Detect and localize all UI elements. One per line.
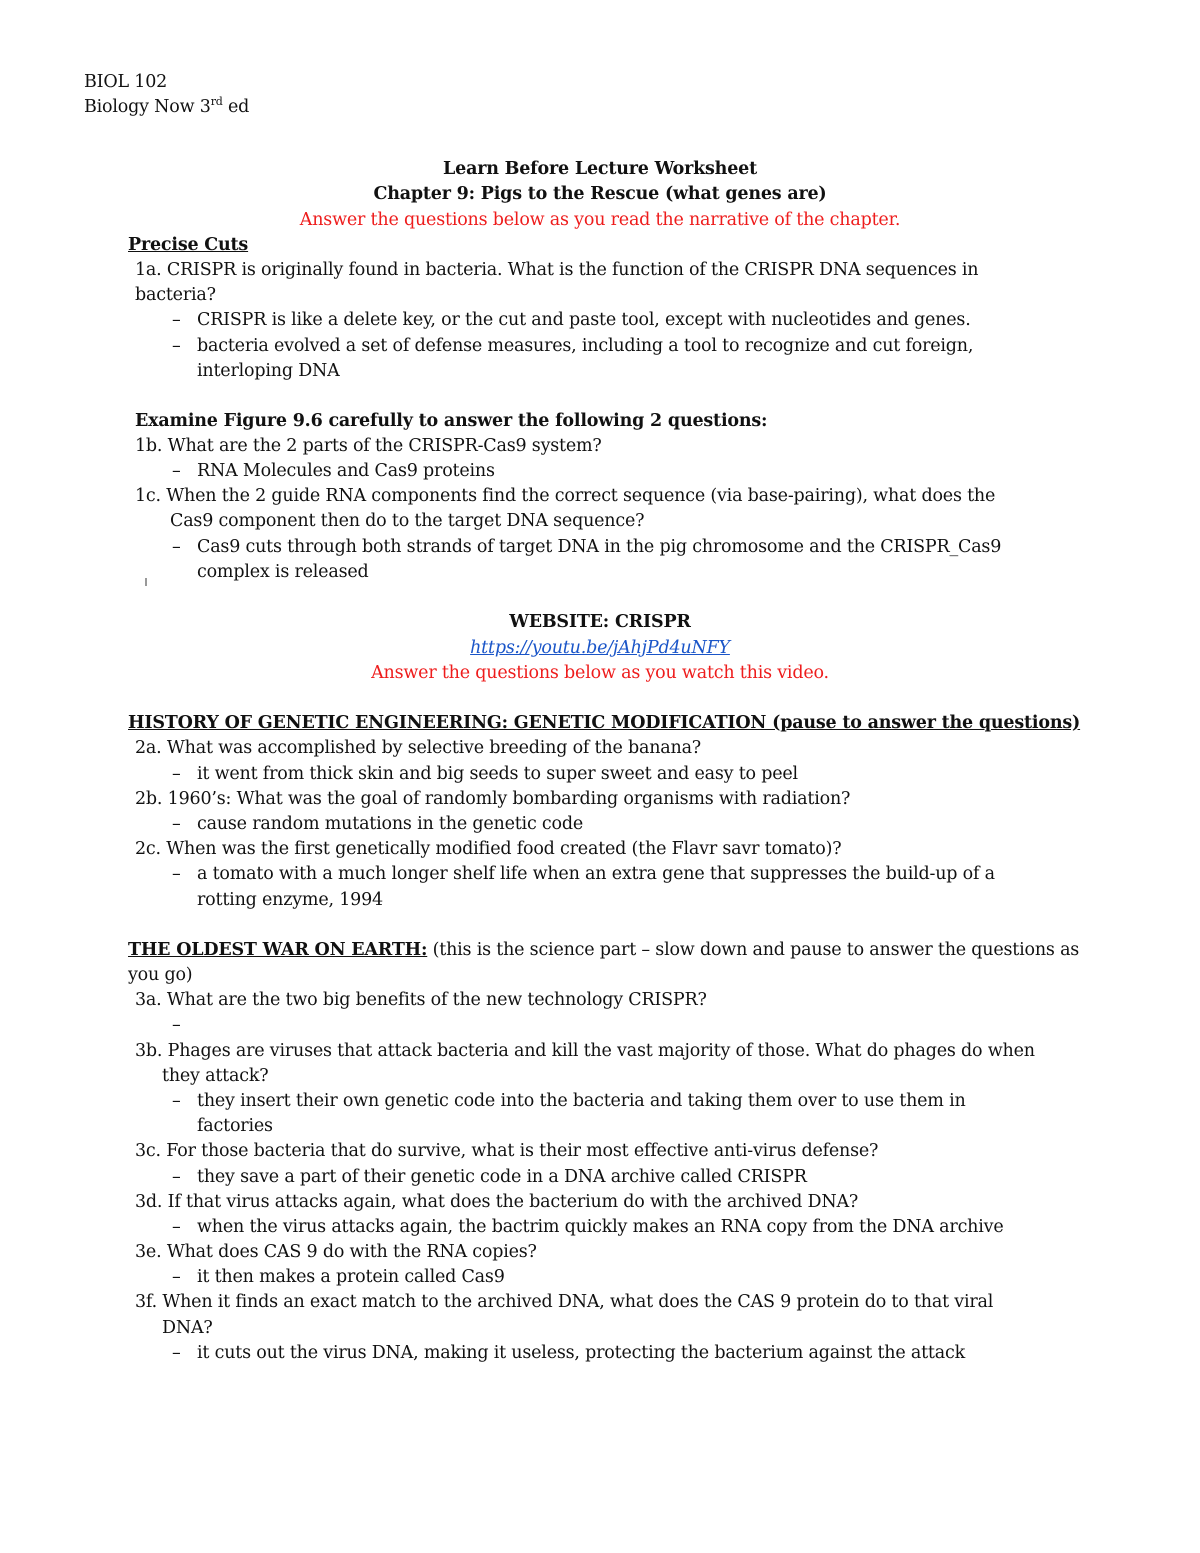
- answer-2c: a tomato with a much longer shelf life when an extra gene that suppresses the build-up of a: [197, 864, 995, 884]
- question-3b: 3b. Phages are viruses that attack bacteria and kill the vast majority of those. What do phages do when: [135, 1041, 1035, 1061]
- course-code: BIOL 102: [84, 72, 168, 92]
- dash-bullet: [172, 1341, 184, 1366]
- answer-3f: it cuts out the virus DNA, making it useless, protecting the bacterium against the attack: [197, 1343, 966, 1363]
- dash-bullet: [172, 1165, 184, 1190]
- question-3e: 3e. What does CAS 9 do with the RNA copies?: [135, 1242, 537, 1262]
- question-3d: 3d. If that virus attacks again, what does the bacterium do with the archived DNA?: [135, 1192, 859, 1212]
- dash-bullet: [172, 762, 184, 787]
- question-1a-cont: bacteria?: [135, 285, 216, 305]
- section-heading-oldest-war-cont: you go): [128, 965, 193, 985]
- question-3f-cont: DNA?: [162, 1318, 213, 1338]
- answer-3c: they save a part of their genetic code in a DNA archive called CRISPR: [197, 1167, 807, 1187]
- answer-2a: it went from thick skin and big seeds to super sweet and easy to peel: [197, 764, 798, 784]
- chapter-title: Chapter 9: Pigs to the Rescue (what genes are): [373, 184, 827, 204]
- dash-bullet: [172, 1013, 184, 1038]
- question-1b: 1b. What are the 2 parts of the CRISPR-Cas9 system?: [135, 436, 602, 456]
- question-2c: 2c. When was the first genetically modified food created (the Flavr savr tomato)?: [135, 839, 842, 859]
- question-1c: 1c. When the 2 guide RNA components find the correct sequence (via base-pairing), what does the: [135, 486, 996, 506]
- answer-1a-1: CRISPR is like a delete key, or the cut and paste tool, except with nucleotides and genes.: [197, 310, 971, 330]
- answer-1b: RNA Molecules and Cas9 proteins: [197, 461, 495, 481]
- answer-2c-cont: rotting enzyme, 1994: [197, 890, 383, 910]
- website-heading: WEBSITE: CRISPR: [509, 612, 691, 632]
- answer-2b: cause random mutations in the genetic code: [197, 814, 584, 834]
- question-3c: 3c. For those bacteria that do survive, what is their most effective anti-virus defense?: [135, 1141, 879, 1161]
- dash-bullet: [172, 812, 184, 837]
- video-link-row: [0, 636, 1200, 661]
- dash-bullet: [172, 1265, 184, 1290]
- section-heading-precise-cuts: Precise Cuts: [128, 235, 249, 255]
- question-1c-cont: Cas9 component then do to the target DNA sequence?: [170, 511, 645, 531]
- dash-bullet: [172, 308, 184, 333]
- dash-bullet: [172, 535, 184, 560]
- reading-instruction: Answer the questions below as you read the narrative of the chapter.: [299, 210, 901, 230]
- question-3a: 3a. What are the two big benefits of the new technology CRISPR?: [135, 990, 707, 1010]
- answer-3e: it then makes a protein called Cas9: [197, 1267, 505, 1287]
- answer-1c-cont: complex is released: [197, 562, 369, 582]
- answer-3b-cont: factories: [197, 1116, 273, 1136]
- cursor-mark: [145, 578, 147, 586]
- answer-1a-2-cont: interloping DNA: [197, 361, 340, 381]
- dash-bullet: [172, 334, 184, 359]
- answer-1a-2: bacteria evolved a set of defense measures, including a tool to recognize and cut foreign,: [197, 336, 974, 356]
- question-1a: 1a. CRISPR is originally found in bacteria. What is the function of the CRISPR DNA sequences in: [135, 260, 979, 280]
- question-3b-cont: they attack?: [162, 1066, 269, 1086]
- dash-bullet: [172, 1089, 184, 1114]
- section-heading-oldest-war: THE OLDEST WAR ON EARTH: (this is the science part – slow down and pause to answer the questions as: [128, 940, 1080, 960]
- video-link[interactable]: https://youtu.be/jAhjPd4uNFY: [470, 638, 730, 658]
- textbook-edition: Biology Now 3rd ed: [84, 95, 250, 117]
- dash-bullet: [172, 459, 184, 484]
- section-heading-history: HISTORY OF GENETIC ENGINEERING: GENETIC MODIFICATION (pause to answer the questions): [128, 713, 1081, 733]
- question-3f: 3f. When it finds an exact match to the archived DNA, what does the CAS 9 protein do to that viral: [135, 1292, 994, 1312]
- dash-bullet: [172, 862, 184, 887]
- dash-bullet: [172, 1215, 184, 1240]
- video-instruction: Answer the questions below as you watch this video.: [371, 663, 829, 683]
- answer-1c: Cas9 cuts through both strands of target DNA in the pig chromosome and the CRISPR_Cas9: [197, 537, 1002, 557]
- answer-3d: when the virus attacks again, the bactrim quickly makes an RNA copy from the DNA archive: [197, 1217, 1004, 1237]
- question-2a: 2a. What was accomplished by selective breeding of the banana?: [135, 738, 701, 758]
- question-2b: 2b. 1960’s: What was the goal of randomly bombarding organisms with radiation?: [135, 789, 851, 809]
- answer-3b: they insert their own genetic code into the bacteria and taking them over to use them in: [197, 1091, 966, 1111]
- worksheet-title: Learn Before Lecture Worksheet: [443, 159, 757, 179]
- figure-instruction: Examine Figure 9.6 carefully to answer the following 2 questions:: [135, 411, 768, 431]
